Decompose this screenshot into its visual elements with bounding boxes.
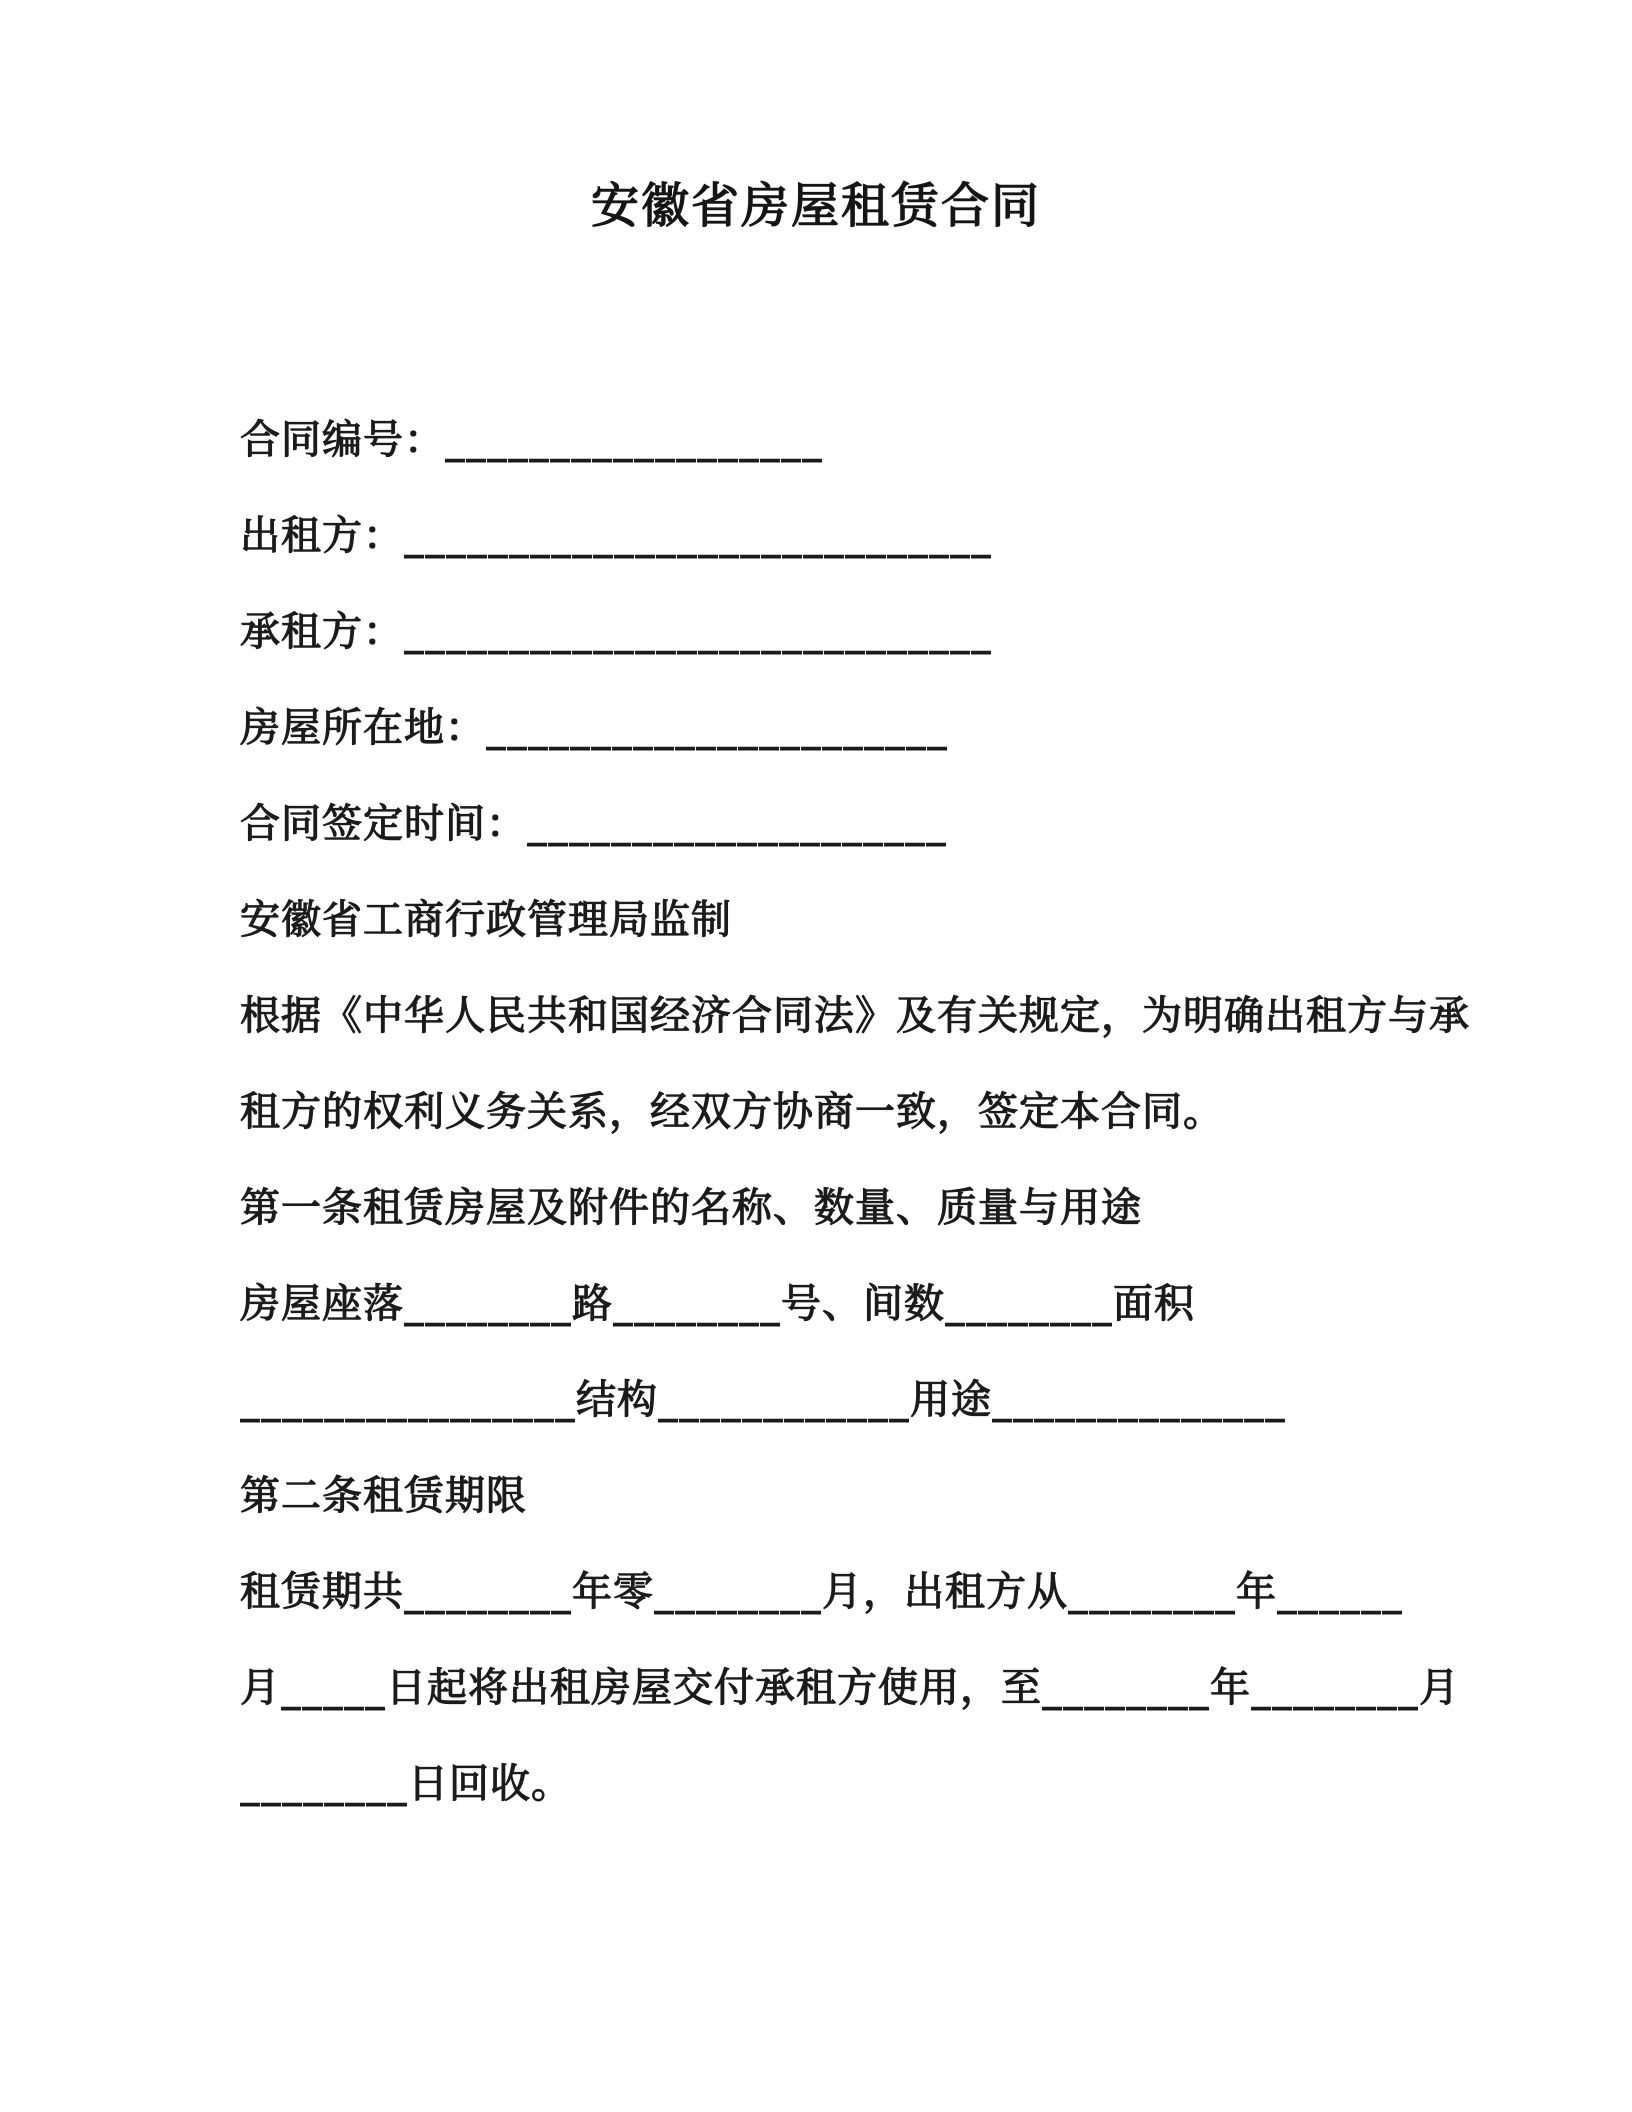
contract-number-line: 合同编号：__________________ — [240, 417, 823, 463]
article-1-heading: 第一条租赁房屋及附件的名称、数量、质量与用途 — [240, 1185, 1142, 1231]
preamble-line-1: 根据《中华人民共和国经济合同法》及有关规定，为明确出租方与承 — [240, 993, 1470, 1039]
preamble-line-2: 租方的权利义务关系，经双方协商一致，签定本合同。 — [240, 1089, 1224, 1135]
article-2-line-2: 月_____日起将出租房屋交付承租方使用，至________年________月 — [240, 1665, 1460, 1711]
property-location-line: 房屋所在地：______________________ — [240, 705, 948, 751]
document-body — [240, 392, 1512, 1832]
lessee-line: 承租方：____________________________ — [240, 609, 992, 655]
lessor-line: 出租方：____________________________ — [240, 513, 992, 559]
supervising-authority-line: 安徽省工商行政管理局监制 — [240, 897, 732, 943]
page-title: 安徽省房屋租赁合同 — [590, 178, 1041, 234]
signing-date-line: 合同签定时间：____________________ — [240, 801, 947, 847]
article-1-line-2: ________________结构____________用途______________ — [240, 1377, 1286, 1423]
article-2-heading: 第二条租赁期限 — [240, 1473, 527, 1519]
article-2-line-1: 租赁期共________年零________月，出租方从________年______ — [240, 1569, 1403, 1615]
article-1-line-1: 房屋座落________路________号、间数________面积 — [240, 1281, 1195, 1327]
article-2-line-3: ________日回收。 — [240, 1761, 572, 1807]
